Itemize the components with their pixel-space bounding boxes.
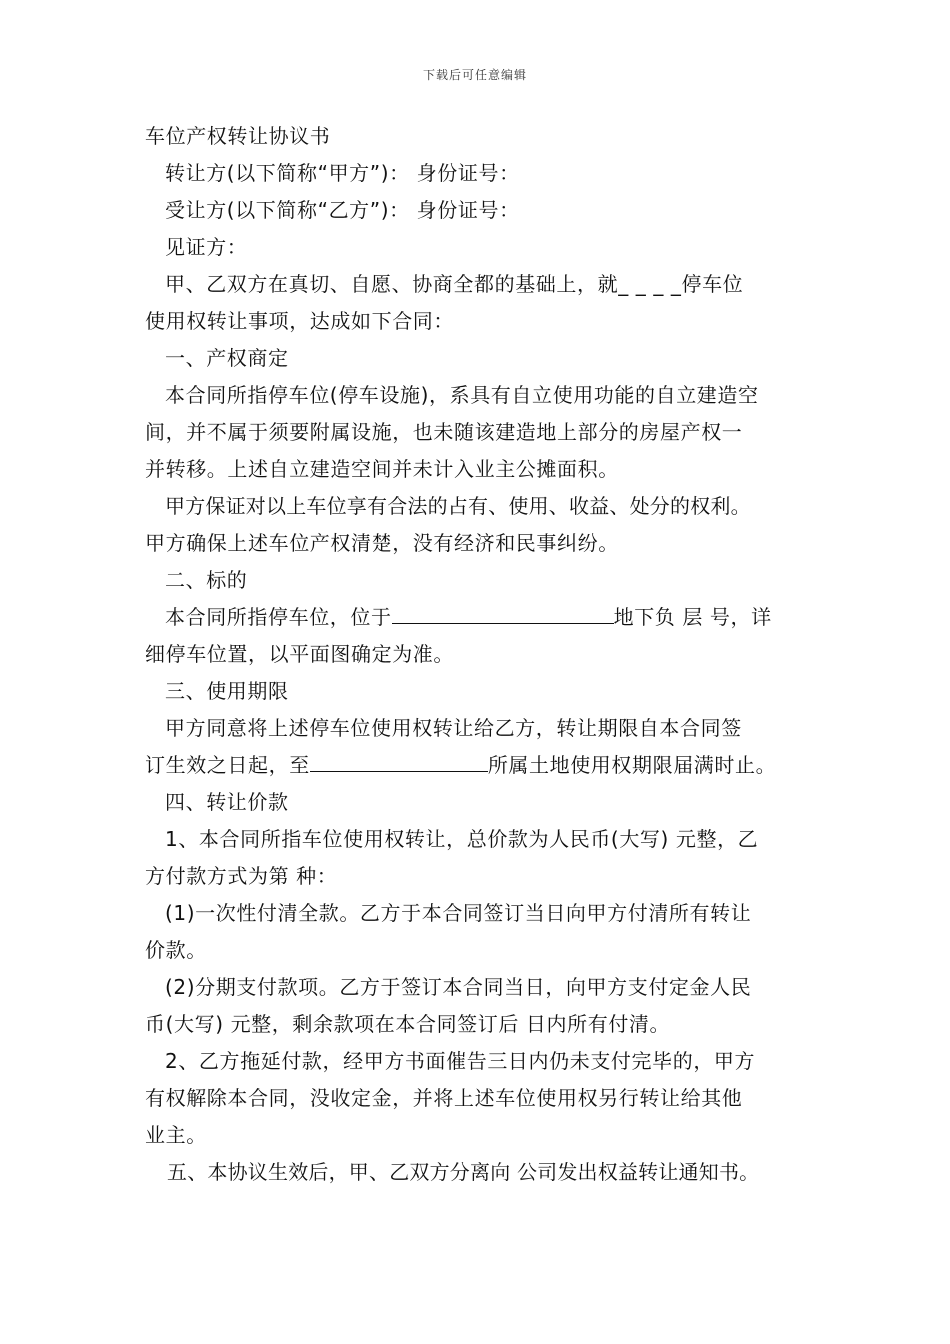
section-2-para-1-line-2: 细停车位置，以平面图确定为准。 [145, 642, 454, 666]
section-4-option-1-line-1: (1)一次性付清全款。乙方于本合同签订当日向甲方付清所有转让 [165, 901, 752, 925]
location-label: 本合同所指停车位，位于 [165, 605, 392, 629]
section-4-para-1-line-1: 1、本合同所指车位使用权转让，总价款为人民币(大写) 元整，乙 [165, 827, 759, 851]
intro-line-2: 使用权转让事项，达成如下合同： [145, 309, 454, 333]
term-end-blank[interactable] [310, 747, 488, 772]
section-1-para-1-line-1: 本合同所指停车位(停车设施)，系具有自立使用功能的自立建造空 [165, 383, 759, 407]
section-1-para-2-line-1: 甲方保证对以上车位享有合法的占有、使用、收益、处分的权利。 [165, 494, 751, 518]
section-4-para-1-line-2: 方付款方式为第 种： [145, 864, 338, 888]
section-4-option-2-line-1: (2)分期支付款项。乙方于签订本合同当日，向甲方支付定金人民 [165, 975, 752, 999]
party-b-line: 受让方(以下简称“乙方”)： 身份证号： [165, 198, 520, 222]
document-body [145, 118, 825, 1191]
section-2-para-1-line-1 [145, 599, 825, 636]
witness-line: 见证方： [165, 235, 248, 259]
section-1-para-1-line-2: 间，并不属于须要附属设施，也未随该建造地上部分的房屋产权一 [145, 420, 743, 444]
section-5-line-1: 五、本协议生效后，甲、乙双方分离向 公司发出权益转让通知书。 [167, 1160, 760, 1184]
section-4-para-2-line-2: 有权解除本合同，没收定金，并将上述车位使用权另行转让给其他 [145, 1086, 743, 1110]
section-3-para-1-line-2 [145, 747, 825, 784]
section-4-para-2-line-3: 业主。 [145, 1123, 207, 1147]
section-4-heading: 四、转让价款 [165, 790, 289, 814]
section-4-option-1-line-2: 价款。 [145, 938, 207, 962]
section-3-para-1-line-1: 甲方同意将上述停车位使用权转让给乙方，转让期限自本合同签 [165, 716, 742, 740]
page-header: 下载后可任意编辑 [422, 68, 527, 82]
intro-line-1: 甲、乙双方在真切、自愿、协商全都的基础上，就_ _ _ _停车位 [165, 272, 744, 296]
section-3-heading: 三、使用期限 [165, 679, 289, 703]
term-start-label: 订生效之日起，至 [145, 753, 310, 777]
section-4-option-2-line-2: 币(大写) 元整，剩余款项在本合同签订后 日内所有付清。 [145, 1012, 671, 1036]
term-end-label: 所属土地使用权期限届满时止。 [487, 753, 777, 777]
section-1-heading: 一、产权商定 [165, 346, 289, 370]
section-2-heading: 二、标的 [165, 568, 248, 592]
party-a-line: 转让方(以下简称“甲方”)： 身份证号： [165, 161, 520, 185]
section-1-para-2-line-2: 甲方确保上述车位产权清楚，没有经济和民事纠纷。 [145, 531, 619, 555]
location-blank[interactable] [392, 599, 614, 624]
floor-label: 地下负 层 号，详 [613, 605, 772, 629]
document-title: 车位产权转让协议书 [145, 124, 331, 148]
section-1-para-1-line-3: 并转移。上述自立建造空间并未计入业主公摊面积。 [145, 457, 619, 481]
section-4-para-2-line-1: 2、乙方拖延付款，经甲方书面催告三日内仍未支付完毕的，甲方 [165, 1049, 756, 1073]
